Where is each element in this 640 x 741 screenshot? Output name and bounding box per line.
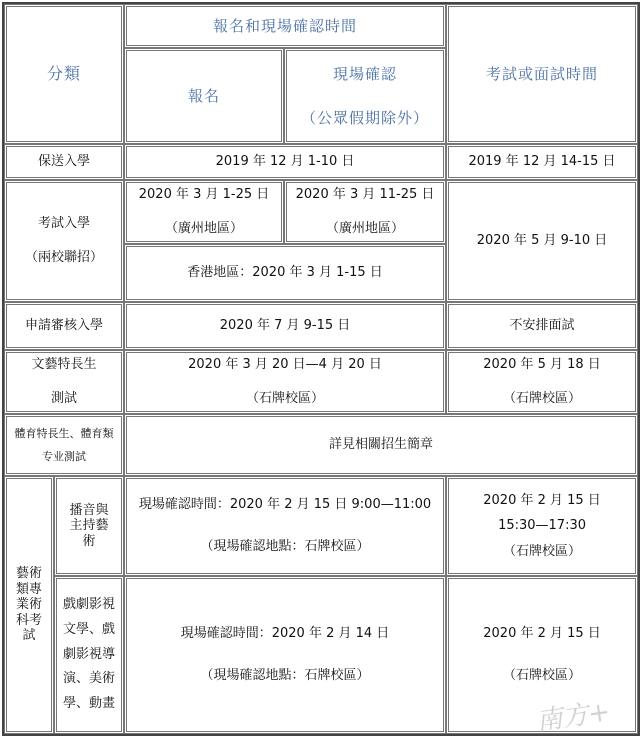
drama-confirm (124, 576, 446, 734)
schedule-table (2, 2, 640, 736)
header-onsite-confirm-title: 現場確認 (333, 65, 398, 83)
arts-special-registration-place: （石牌校區） (246, 391, 325, 406)
broadcast-exam-date: 2020 年 2 月 15 日 (483, 492, 601, 508)
gz-registration-date: 2020 年 3 月 1-25 日 (138, 187, 270, 203)
sports-special-category-note: 专业測試 (42, 450, 86, 463)
exam-admission-category-title: 考試入學 (38, 216, 91, 232)
gz-confirm-area: （廣州地區） (326, 221, 405, 236)
gz-registration-area: （廣州地區） (165, 221, 244, 236)
broadcast-confirm (124, 476, 446, 576)
header-registration-group: 報名和現場確認時間 (124, 4, 446, 48)
sports-special-detail: 詳見相關招生簡章 (124, 414, 638, 476)
broadcast-exam-time: 15:30—17:30 (498, 518, 586, 534)
header-registration: 報名 (124, 48, 284, 144)
broadcast-confirm-time: 現場確認時間：2020 年 2 月 15 日 9:00—11:00 (138, 497, 432, 513)
header-onsite-confirm-note: （公眾假期除外） (301, 109, 430, 127)
drama-exam-place: （石牌校區） (503, 668, 582, 683)
recommended-exam: 2019 年 12 月 14-15 日 (446, 144, 638, 180)
arts-special-category-title: 文藝特長生 (31, 357, 97, 373)
sports-special-category (4, 414, 124, 476)
header-exam-time: 考試或面試時間 (446, 4, 638, 144)
arts-special-category-note: 測試 (51, 391, 78, 406)
exam-admission-exam: 2020 年 5 月 9-10 日 (446, 180, 638, 302)
gz-registration (124, 180, 284, 244)
review-exam: 不安排面試 (446, 302, 638, 350)
arts-special-exam (446, 350, 638, 414)
review-registration: 2020 年 7 月 9-15 日 (124, 302, 446, 350)
broadcast-confirm-place: （現場確認地點：石牌校區） (200, 539, 370, 554)
header-onsite-confirm (284, 48, 446, 144)
art-professional-category: 藝術類專業術科考試 (4, 476, 54, 734)
gz-confirm (284, 180, 446, 244)
review-category: 申請審核入學 (4, 302, 124, 350)
hk-registration: 香港地區：2020 年 3 月 1-15 日 (124, 244, 446, 302)
watermark-logo: 南方+ (534, 696, 613, 737)
broadcast-exam (446, 476, 638, 576)
arts-special-exam-place: （石牌校區） (503, 391, 582, 406)
arts-special-exam-date: 2020 年 5 月 18 日 (483, 357, 601, 373)
arts-special-registration-date: 2020 年 3 月 20 日—4 月 20 日 (188, 357, 382, 373)
sports-special-category-title: 體育特長生、體育類 (14, 426, 114, 440)
exam-admission-category-note: （兩校聯招） (25, 250, 104, 265)
arts-special-registration (124, 350, 446, 414)
gz-confirm-date: 2020 年 3 月 11-25 日 (295, 187, 435, 203)
recommended-registration: 2019 年 12 月 1-10 日 (124, 144, 446, 180)
admission-schedule-table (2, 2, 636, 738)
drama-confirm-place: （現場確認地點：石牌校區） (200, 668, 370, 683)
broadcast-exam-place: （石牌校區） (503, 543, 582, 559)
header-category: 分類 (4, 4, 124, 144)
arts-special-category (4, 350, 124, 414)
drama-confirm-time: 現場確認時間：2020 年 2 月 14 日 (180, 626, 390, 642)
exam-admission-category (4, 180, 124, 302)
drama-exam-date: 2020 年 2 月 15 日 (483, 626, 601, 642)
broadcast-subcategory: 播音與主持藝術 (54, 476, 124, 576)
drama-subcategory: 戲劇影視文學、戲劇影視導演、美術學、動畫 (54, 576, 124, 734)
recommended-category: 保送入學 (4, 144, 124, 180)
